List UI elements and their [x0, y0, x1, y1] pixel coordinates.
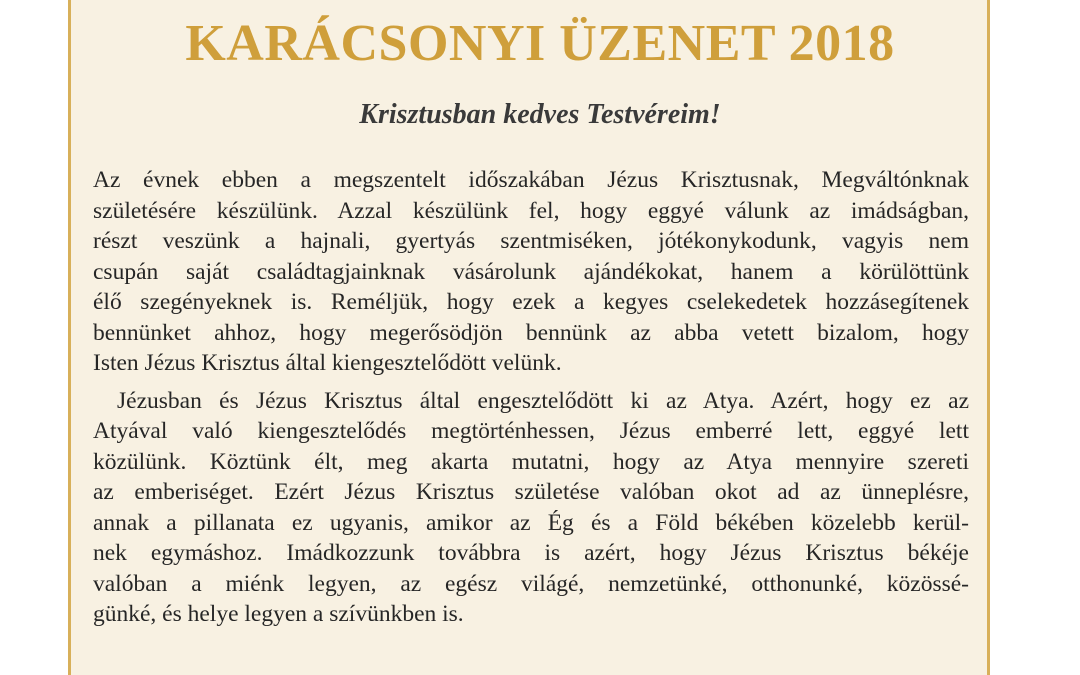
- text-line: az emberiséget. Ezért Jézus Krisztus születése valóban okot ad az ünneplésre,: [93, 479, 969, 505]
- text-line: születésére készülünk. Azzal készülünk fel, hogy eggyé válunk az imádságban,: [93, 197, 969, 224]
- text-line: közülünk. Köztünk élt, meg akarta mutatni, hogy az Atya mennyire szereti: [93, 448, 969, 475]
- text-line: günké, és helye legyen a szívünkben is.: [93, 601, 464, 627]
- text-line: Jézusban és Jézus Krisztus által engesztelődött ki az Atya. Azért, hogy ez az: [117, 387, 969, 414]
- text-line: annak a pillanata ez ugyanis, amikor az Ég és a Föld békében közelebb kerül-: [93, 509, 969, 536]
- greeting-subtitle: Krisztusban kedves Testvéreim!: [359, 99, 721, 130]
- text-line: Atyával való kiengesztelődés megtörténhessen, Jézus emberré lett, eggyé lett: [93, 418, 969, 444]
- text-line: Az évnek ebben a megszentelt időszakában Jézus Krisztusnak, Megváltónknak: [93, 167, 969, 193]
- text-line: részt veszünk a hajnali, gyertyás szentmiséken, jótékonykodunk, vagyis nem: [93, 228, 969, 254]
- paragraph-1: [93, 165, 969, 379]
- text-line: Isten Jézus Krisztus által kiengesztelődött velünk.: [93, 350, 562, 376]
- page-title: KARÁCSONYI ÜZENET 2018: [185, 15, 895, 72]
- message-body: [93, 165, 969, 637]
- text-line: csupán saját családtagjainknak vásárolunk ajándékokat, hanem a körülöttünk: [93, 258, 969, 285]
- text-line: nek egymáshoz. Imádkozzunk továbbra is azért, hogy Jézus Krisztus békéje: [93, 540, 969, 566]
- text-line: bennünket ahhoz, hogy megerősödjön bennünk az abba vetett bizalom, hogy: [93, 319, 969, 346]
- text-line: élő szegényeknek is. Reméljük, hogy ezek a kegyes cselekedetek hozzásegítenek: [93, 289, 969, 315]
- paragraph-2: [93, 386, 969, 630]
- text-line: valóban a miénk legyen, az egész világé, nemzetünké, otthonunké, közössé-: [93, 570, 969, 597]
